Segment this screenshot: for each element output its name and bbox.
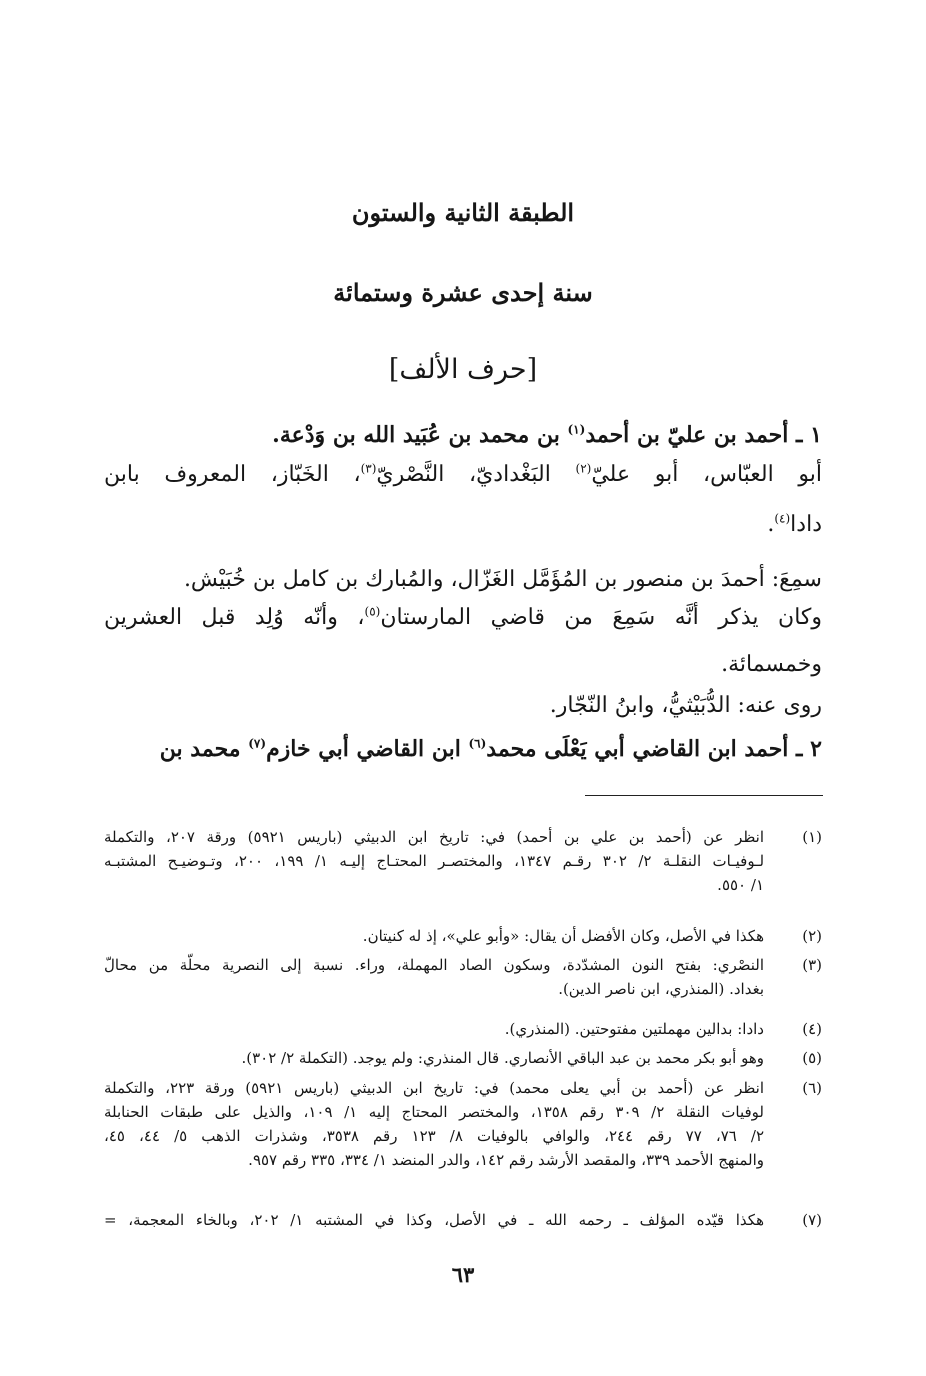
footnote-ref-4[interactable]: (٤) xyxy=(774,511,791,526)
footnote-7 xyxy=(104,1208,822,1232)
footnote-ref-2[interactable]: (٢) xyxy=(575,461,592,476)
entry-1-text: أبو العبّاس، أبو عليّ xyxy=(591,462,822,487)
footnote-line: انظر عن (أحمد بن أبي يعلى محمد) في: تاريخ ابن الدبيثي (باريس ٥٩٢١) ورقة ٢٢٣، والتكملة xyxy=(104,1079,765,1097)
entry-1-kunya-line xyxy=(104,460,822,490)
entry-1-nickname-line xyxy=(104,510,822,540)
footnote-ref-3[interactable]: (٣) xyxy=(360,461,377,476)
entry-1-text: البَغْداديّ، النَّصْريّ xyxy=(376,462,576,487)
footnote-number: (٧) xyxy=(802,1211,822,1229)
footnote-number: (٢) xyxy=(802,927,822,945)
entry-1-rawa: روى عنه: الدُّبَيْثيُّ، وابنُ النّجّار. xyxy=(549,693,822,718)
footnote-3 xyxy=(104,953,822,1001)
entry-1-text: . xyxy=(767,512,775,537)
footnote-2 xyxy=(104,924,822,948)
footnote-4 xyxy=(104,1017,822,1041)
entry-1-name xyxy=(104,420,822,450)
letter-heading: [حرف الألف] xyxy=(388,354,538,385)
entry-2-name-part: محمد بن xyxy=(159,736,249,762)
footnote-6 xyxy=(104,1076,822,1172)
footnote-number: (٦) xyxy=(802,1079,822,1097)
footnote-line: دادا: بدالين مهملتين مفتوحتين. (المنذري). xyxy=(504,1020,764,1038)
footnote-ref-7[interactable]: (٧) xyxy=(248,736,267,751)
footnote-line: هكذا قيّده المؤلف ـ رحمه الله ـ في الأصل، وكذا في المشتبه ١/ ٢٠٢، وبالخاء المعجمة، = xyxy=(104,1211,764,1229)
footnote-ref-1[interactable]: (١) xyxy=(567,422,586,437)
footnote-line: والمنهج الأحمد ٣٣٩، والمقصد الأرشد رقم ١٤٢، والدر المنضد ١/ ٣٣٤، ٣٣٥ رقم ٩٥٧. xyxy=(248,1151,764,1169)
footnote-line: لـوفيـات النقلـة ٢/ ٣٠٢ رقـم ١٣٤٧، والمختصـر المحتـاج إليـه ١/ ١٩٩، ٢٠٠، وتـوضيـح المشتبـه xyxy=(104,852,765,870)
entry-2-name-part: ابن القاضي أبي خازم xyxy=(266,736,469,762)
footnote-line: بغداد. (المنذري، ابن ناصر الدين). xyxy=(558,980,764,998)
entry-1-text: ، الخَبّاز، المعروف بابن xyxy=(104,462,361,487)
footnote-line: النصْري: بفتح النون المشدّدة، وسكون الصاد المهملة، وراء. نسبة إلى النصرية محلّة من محالّ xyxy=(104,956,764,974)
entry-2-name xyxy=(104,734,822,764)
footnote-5 xyxy=(104,1046,822,1070)
footnote-line: انظر عن (أحمد بن علي بن أحمد) في: تاريخ ابن الدبيثي (باريس ٥٩٢١) ورقة ٢٠٧، والتكملة xyxy=(104,828,764,846)
footnote-ref-5[interactable]: (٥) xyxy=(364,604,381,619)
entry-1-sami: سمِعَ: أحمدَ بن منصور بن المُؤَمَّل الغَزّال، والمُبارك بن كامل بن خُبَيْش. xyxy=(183,567,822,592)
footnote-line: وهو أبو بكر محمد بن عبد الباقي الأنصاري. قال المنذري: ولم يوجد. (التكملة ٢/ ٣٠٢). xyxy=(241,1049,764,1067)
year-heading: سنة إحدى عشرة وستمائة xyxy=(333,278,593,307)
footnote-ref-6[interactable]: (٦) xyxy=(468,736,487,751)
footnote-1 xyxy=(104,825,822,897)
entry-2-name-part: ٢ ـ أحمد ابن القاضي أبي يَعْلَى محمد xyxy=(486,736,822,762)
footnote-number: (٥) xyxy=(802,1049,822,1067)
page-number: ٦٣ xyxy=(451,1262,475,1287)
entry-1-name-part: بن محمد بن عُبَيد الله بن وَدْعة. xyxy=(272,422,568,448)
footnote-separator xyxy=(585,795,823,796)
entry-1-kana-line xyxy=(104,603,822,633)
entry-1-text: دادا xyxy=(790,512,822,537)
footnote-line: لوفيات النقلة ٢/ ٣٠٩ رقم ١٣٥٨، والمختصر المحتاج إليه ١/ ١٠٩، والذيل على طبقات الحنابلة xyxy=(104,1103,764,1121)
entry-1-text: وكان يذكر أنَّه سَمِعَ من قاضي المارستان xyxy=(380,605,822,630)
footnote-number: (٤) xyxy=(802,1020,822,1038)
entry-1-kana-cont: وخمسمائة. xyxy=(721,652,822,677)
entry-1-name-part: ١ ـ أحمد بن عليّ بن أحمد xyxy=(585,422,822,448)
entry-1-text: ، وأنّه وُلِد قبل العشرين xyxy=(104,605,365,630)
footnote-number: (١) xyxy=(802,828,822,846)
footnote-number: (٣) xyxy=(802,956,822,974)
footnote-line: ١/ ٥٥٠. xyxy=(717,876,764,894)
footnote-line: ٢/ ٧٦، ٧٧ رقم ٢٤٤، والوافي بالوفيات ٨/ ١٢٣ رقم ٣٥٣٨، وشذرات الذهب ٥/ ٤٤، ٤٥، xyxy=(104,1127,765,1145)
tabaqa-heading: الطبقة الثانية والستون xyxy=(351,198,575,227)
footnote-line: هكذا في الأصل، وكان الأفضل أن يقال: «وأبو علي»، إذ له كنيتان. xyxy=(362,927,764,945)
